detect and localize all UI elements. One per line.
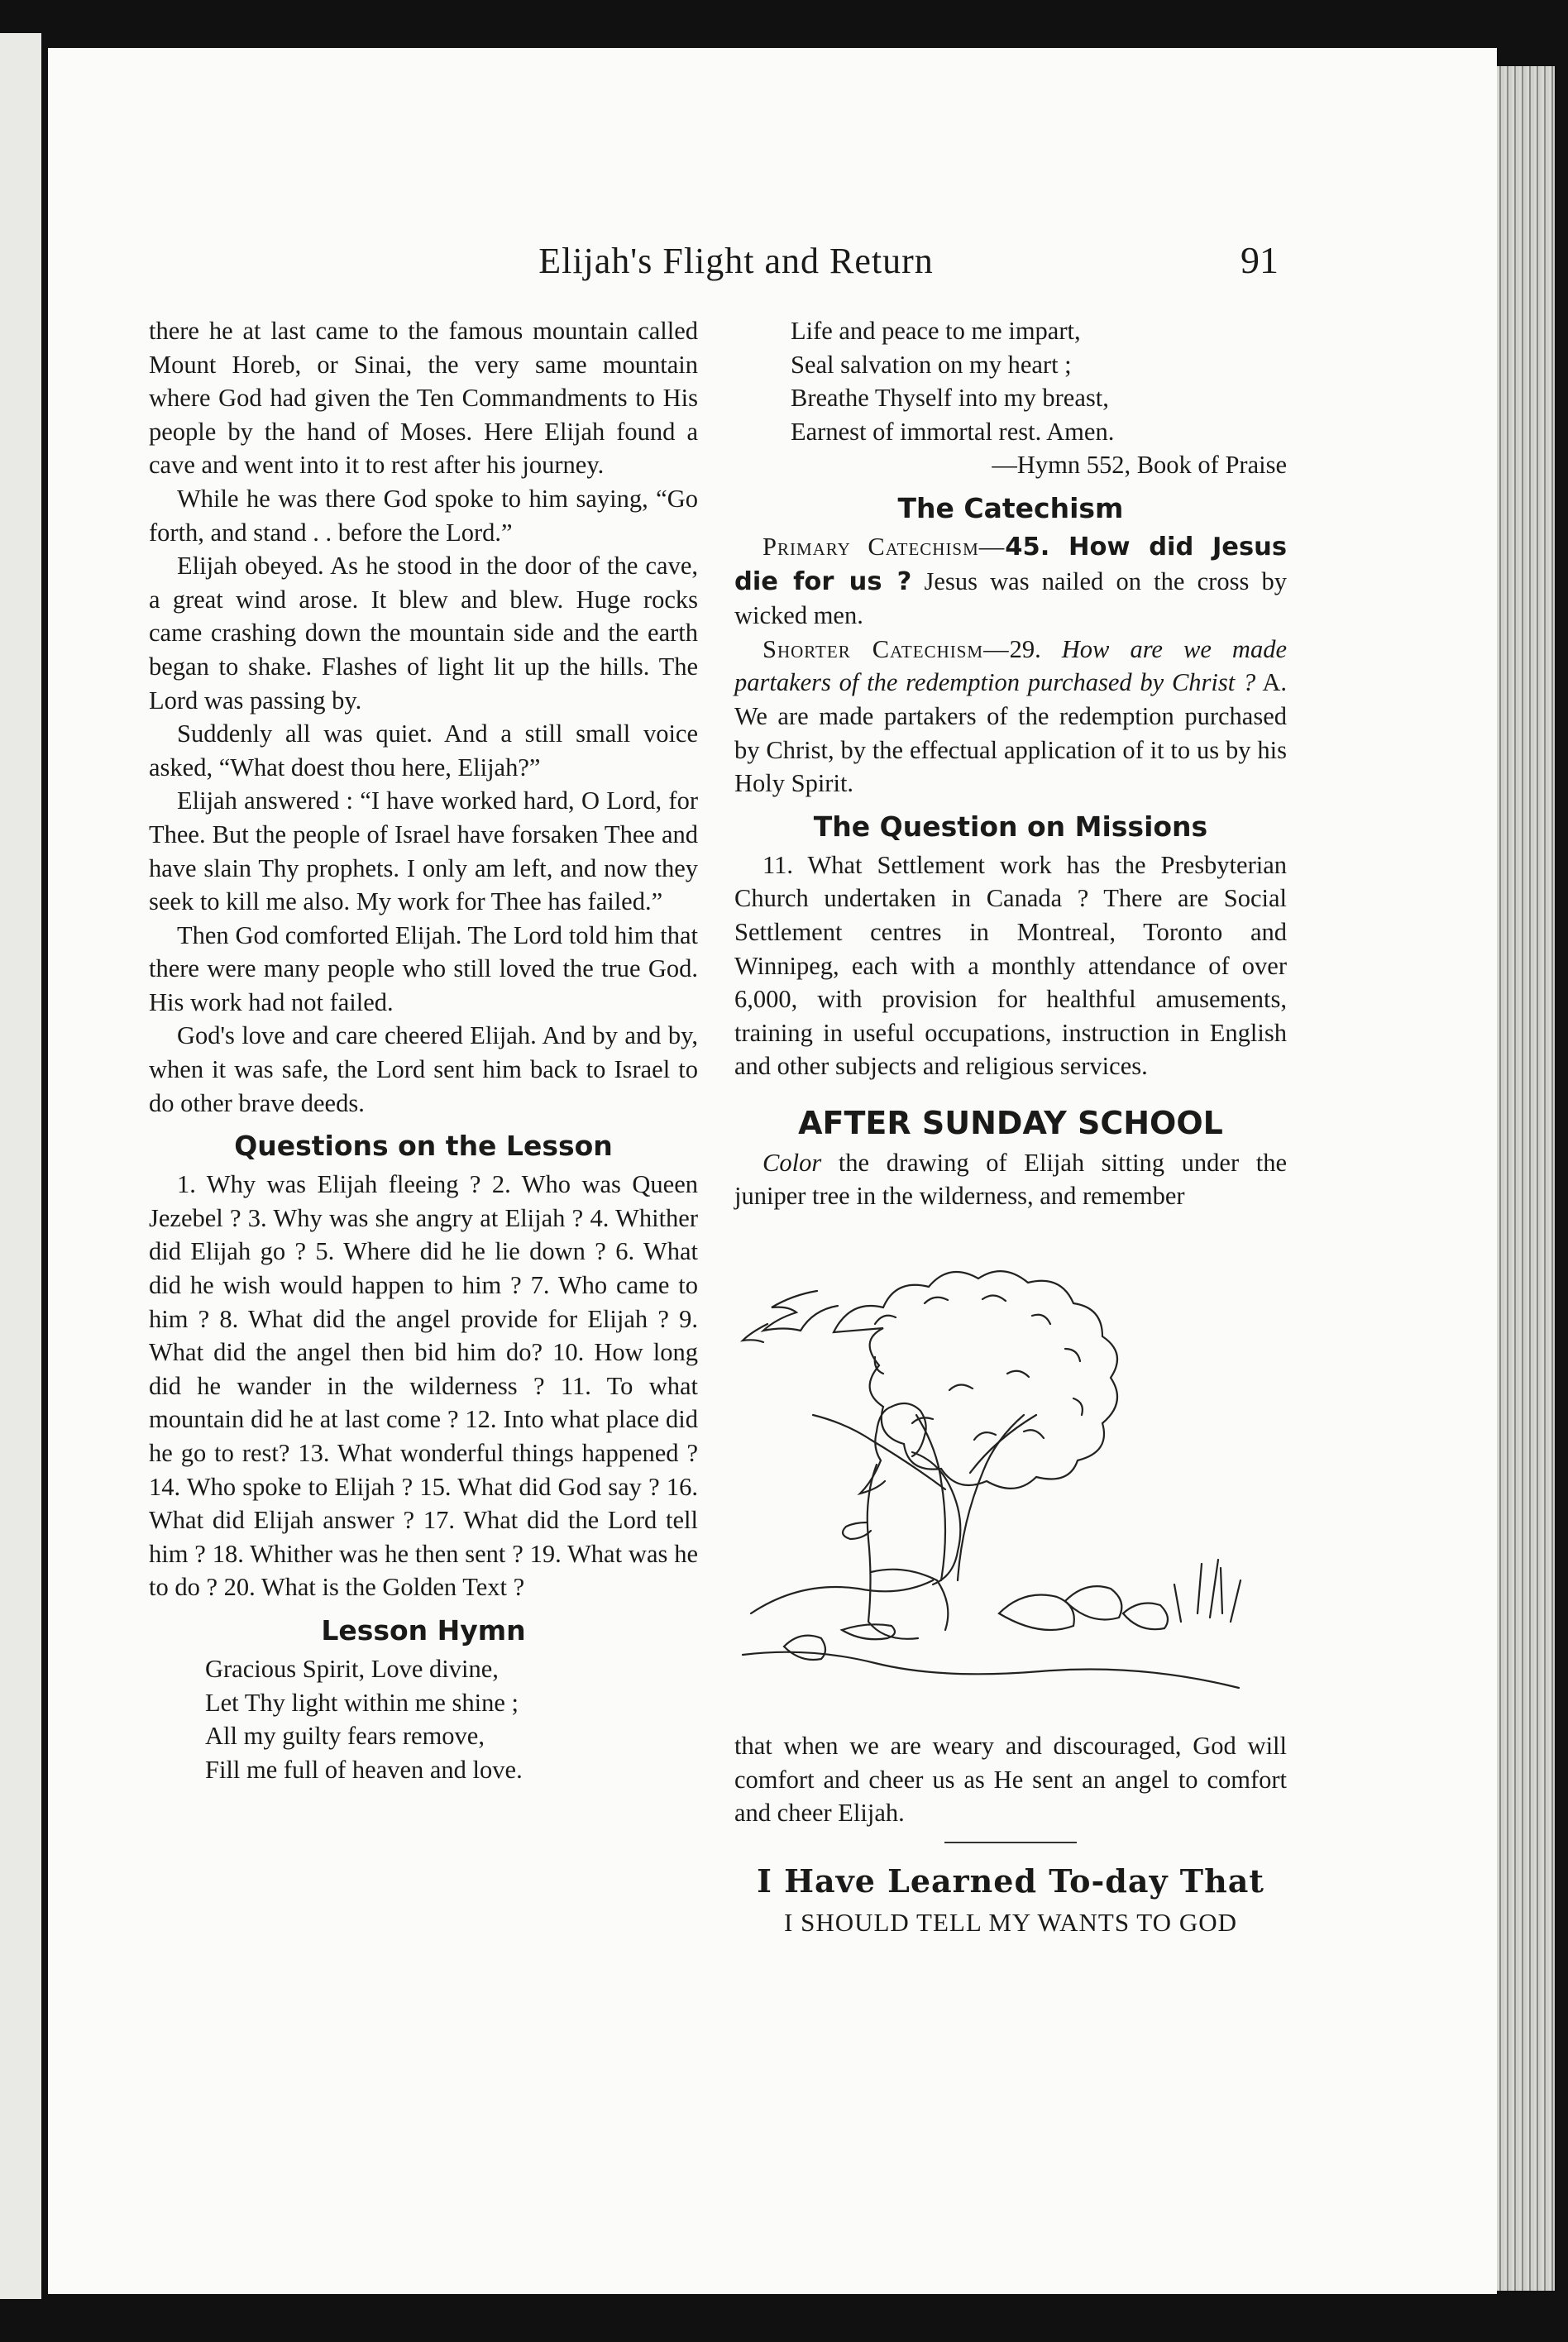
hymn-heading: Lesson Hymn bbox=[321, 1613, 526, 1647]
after-sunday-school-heading: AFTER SUNDAY SCHOOL bbox=[798, 1104, 1223, 1141]
shorter-catechism-label: Shorter Catechism— bbox=[762, 634, 1010, 663]
facing-page-edge bbox=[0, 33, 41, 2299]
primary-catechism-question: 45. How did Jesus die for us ? bbox=[734, 532, 1288, 596]
elijah-illustration bbox=[734, 1225, 1287, 1721]
left-column bbox=[149, 314, 698, 1786]
shorter-catechism-answer: A. We are made partakers of the redemption purchased by Christ, by the effectual application of it to us by his Holy Spirit. bbox=[734, 668, 1287, 798]
hymn-line: Fill me full of heaven and love. bbox=[205, 1755, 523, 1784]
catechism-heading: The Catechism bbox=[897, 491, 1124, 524]
shorter-catechism-number: 29. bbox=[1009, 634, 1062, 663]
hymn-line: All my guilty fears remove, bbox=[205, 1722, 485, 1751]
learned-today-line: I SHOULD TELL MY WANTS TO GOD bbox=[784, 1907, 1237, 1937]
page-number: 91 bbox=[1241, 239, 1279, 281]
color-word: Color bbox=[762, 1148, 822, 1177]
hymn-line: Breathe Thyself into my breast, bbox=[791, 384, 1109, 413]
running-title: Elijah's Flight and Return bbox=[538, 241, 934, 281]
after-sunday-school-text bbox=[734, 1146, 1287, 1213]
questions-heading: Questions on the Lesson bbox=[234, 1130, 613, 1163]
hymn-verse bbox=[149, 1652, 698, 1786]
story-paragraph: God's love and care cheered Elijah. And by and by, when it was safe, the Lord sent him back to Israel to do other brave deeds. bbox=[149, 1021, 698, 1117]
shorter-catechism bbox=[734, 633, 1287, 801]
elijah-under-tree-drawing bbox=[734, 1225, 1287, 1721]
hymn-line: Let Thy light within me shine ; bbox=[205, 1688, 519, 1717]
questions-text: 1. Why was Elijah fleeing ? 2. Who was Queen Jezebel ? 3. Why was she angry at Elijah ? 4. Whither did Elijah go ? 5. Where did he lie down ? 6. What did he wish would happen to him ? 7. Who came to him ? 8. What did the angel provide for Elijah ? 9. What did the angel then bid him do? 10. How long did he wander in the wilderness ? 11. To what mountain did he at last come ? 12. Into what place did he go to rest? 13. What wonderful things happened ? 14. Who spoke to Elijah ? 15. What did God say ? 16. What did Elijah answer ? 17. What did the Lord tell him ? 18. Whither was he then sent ? 19. What was he to do ? 20. What is the Golden Text ? bbox=[149, 1170, 698, 1602]
story-paragraph: Then God comforted Elijah. The Lord told him that there were many people who still loved the true God. His work had not failed. bbox=[149, 920, 698, 1016]
after-sunday-school-text-continued: that when we are weary and discouraged, God will comfort and cheer us as He sent an angel to comfort and cheer Elijah. bbox=[734, 1732, 1287, 1828]
primary-catechism-label: Primary Catechism— bbox=[762, 532, 1006, 561]
primary-catechism-answer: Jesus was nailed on the cross by wicked men. bbox=[734, 566, 1287, 630]
story-paragraph: Elijah obeyed. As he stood in the door of the cave, a great wind arose. It blew and blew. Huge rocks came crashing down the mountain side and the earth began to shake. Flashes of light lit up the hills. The Lord was passing by. bbox=[149, 552, 698, 715]
divider-rule bbox=[944, 1842, 1077, 1843]
story-paragraph: Elijah answered : “I have worked hard, O Lord, for Thee. But the people of Israel have forsaken Thee and have slain Thy prophets. I only am left, and now they seek to kill me also. My work for Thee has failed.” bbox=[149, 786, 698, 916]
hymn-line: Life and peace to me impart, bbox=[791, 317, 1081, 345]
story-paragraph: there he at last came to the famous mountain called Mount Horeb, or Sinai, the very same mountain where God had given the Ten Commandments to His people by the hand of Moses. Here Elijah found a cave and went into it to rest after his journey. bbox=[149, 317, 698, 480]
primary-catechism bbox=[734, 530, 1287, 633]
page-stack-edge bbox=[1497, 66, 1555, 2291]
hymn-line: Earnest of immortal rest. Amen. bbox=[791, 417, 1115, 446]
hymn-line: Seal salvation on my heart ; bbox=[791, 350, 1072, 379]
hymn-citation: —Hymn 552, Book of Praise bbox=[992, 451, 1287, 480]
missions-text: 11. What Settlement work has the Presbyterian Church undertaken in Canada ? There are Social Settlement centres in Montreal, Toronto and Winnipeg, each with a monthly attendance of over 6,000, with provision for healthful amusements, training in useful occupations, instruction in English and other subjects and religious services. bbox=[734, 850, 1287, 1081]
story-paragraph: While he was there God spoke to him saying, “Go forth, and stand . . before the Lord.” bbox=[149, 484, 698, 547]
story-paragraph: Suddenly all was quiet. And a still small voice asked, “What doest thou here, Elijah?” bbox=[149, 719, 698, 781]
hymn-verse-continued bbox=[734, 314, 1287, 448]
missions-heading: The Question on Missions bbox=[813, 810, 1208, 843]
learned-today-heading: I Have Learned To-day That bbox=[757, 1862, 1264, 1900]
hymn-line: Gracious Spirit, Love divine, bbox=[205, 1654, 499, 1683]
right-column bbox=[734, 314, 1287, 1939]
after-text-part1: the drawing of Elijah sitting under the juniper tree in the wilderness, and remember bbox=[734, 1148, 1287, 1211]
shorter-catechism-question: How are we made partakers of the redemption purchased by Christ ? bbox=[734, 634, 1288, 697]
